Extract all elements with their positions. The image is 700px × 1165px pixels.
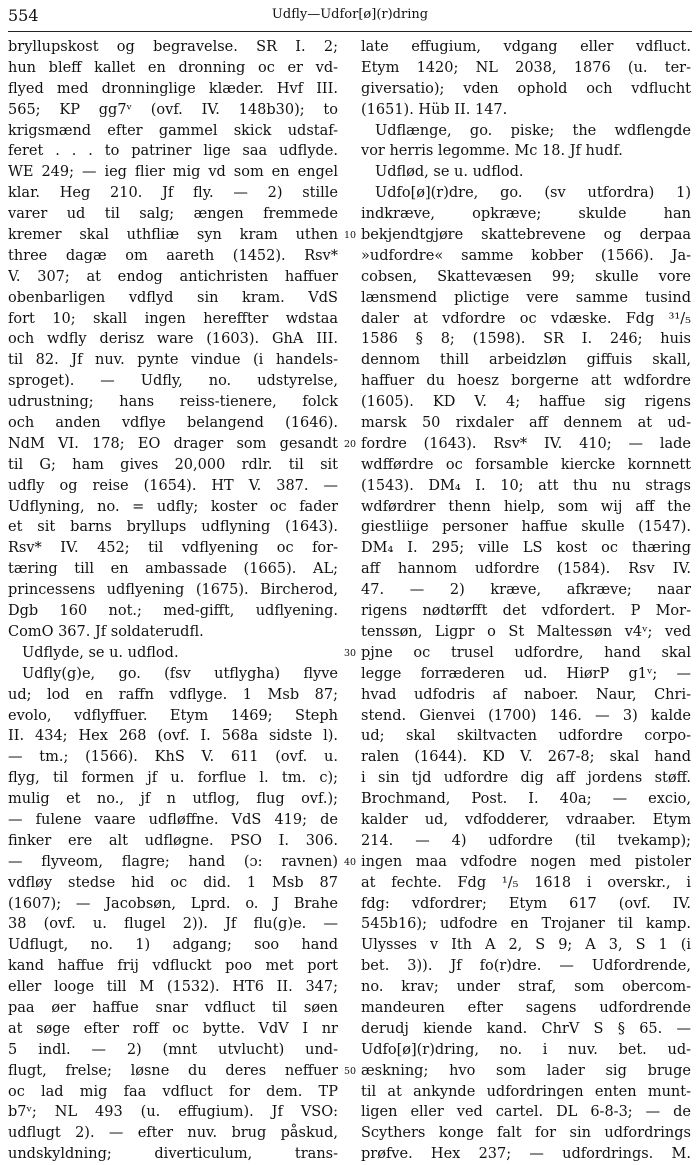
- left-column-line: fort 10; skall ingen hereffter wdstaa: [8, 310, 338, 327]
- right-column-line: dennom thill arbeidzløn giffuis skall,: [361, 352, 691, 369]
- running-title: Udfly—Udfor[ø](r)dring: [271, 7, 429, 22]
- left-column-line: feret . . . to patriner lige saa udflyde.: [8, 143, 338, 160]
- right-column-line: 1586 § 8; (1598). SR I. 246; huis: [361, 331, 691, 348]
- right-column-line: Brochmand, Post. I. 40a; — excio,: [361, 791, 691, 808]
- left-column-line: three dagæ om aareth (1452). Rsv*: [8, 247, 338, 264]
- left-column-line: kremer skal uthfliæ syn kram uthen: [8, 227, 338, 244]
- line-number: 10: [343, 230, 357, 242]
- right-column-line: Udfo[ø](r)dring, no. i nuv. bet. ud-: [361, 1041, 691, 1058]
- left-column-line: finker ere alt udfløgne. PSO I. 306.: [8, 832, 338, 849]
- right-column-line: prøfve. Hex 237; — udfordrings. M.: [361, 1146, 691, 1163]
- left-column-line: ComO 367. Jf soldaterudfl.: [8, 623, 204, 640]
- left-column-line: undskyldning; diverticulum, trans-: [8, 1146, 338, 1163]
- right-column-line: wdførdrer thenn hielp, som wij aff the: [361, 498, 691, 515]
- left-column: [8, 37, 338, 1165]
- right-column-line: wdfførdre oc forsamble kiercke kornnett: [361, 456, 691, 473]
- right-column-line: ingen maa vdfodre nogen med pistoler: [361, 853, 691, 870]
- right-column: [361, 37, 691, 1165]
- left-column-line: — flyveom, flagre; hand (ɔ: ravnen): [8, 853, 338, 870]
- left-column-line: flyed med dronninglige klæder. Hvf III.: [8, 80, 338, 97]
- left-column-line: Udflyde, se u. udflod.: [22, 644, 179, 661]
- right-column-line: mandeuren efter sagens udfordrende: [361, 999, 691, 1016]
- left-column-line: och wdfly derisz ware (1603). GhA III.: [8, 331, 338, 348]
- left-column-line: til G; ham gives 20,000 rdlr. til sit: [8, 456, 338, 473]
- right-column-line: ud; skal skiltvacten udfordre corpo-: [361, 728, 691, 745]
- right-column-line: 47. — 2) kræve, afkræve; naar: [361, 582, 691, 599]
- right-column-line: Ulysses v Ith A 2, S 9; A 3, S 1 (i: [361, 937, 691, 954]
- left-column-line: oc lad mig faa vdfluct for dem. TP: [8, 1083, 338, 1100]
- left-column-line: — fulene vaare udfløffne. VdS 419; de: [8, 811, 338, 828]
- left-column-line: eller looge till M (1532). HT6 II. 347;: [8, 979, 338, 996]
- left-column-line: ud; lod en raffn vdflyge. 1 Msb 87;: [8, 686, 338, 703]
- right-column-line: daler at vdfordre oc vdæske. Fdg ³¹/₅: [361, 310, 691, 327]
- right-column-line: i sin tjd udfordre dig aff jordens støff.: [361, 770, 691, 787]
- left-column-line: II. 434; Hex 268 (ovf. I. 568a sidste l).: [8, 728, 338, 745]
- left-column-line: — tm.; (1566). KhS V. 611 (ovf. u.: [8, 749, 338, 766]
- right-column-line: »udfordre« samme kobber (1566). Ja-: [361, 247, 691, 264]
- right-column-line: stend. Gienvei (1700) 146. — 3) kalde: [361, 707, 691, 724]
- right-column-line: no. krav; under straf, som obercom-: [361, 979, 691, 996]
- left-column-line: Dgb 160 not.; med-gifft, udflyening.: [8, 603, 338, 620]
- left-column-line: och anden vdflye belangend (1646).: [8, 415, 338, 432]
- left-column-line: udflugt 2). — efter nuv. brug påskud,: [8, 1125, 338, 1142]
- right-column-line: Udfo[ø](r)dre, go. (sv utfordra) 1): [375, 185, 691, 202]
- left-column-line: flugt, frelse; løsne du deres neffuer: [8, 1062, 338, 1079]
- right-column-line: fordre (1643). Rsv* IV. 410; — lade: [361, 435, 691, 452]
- right-column-line: DM₄ I. 295; ville LS kost oc thæring: [361, 540, 691, 557]
- left-column-line: hun bleff kallet en dronning oc er vd-: [8, 59, 338, 76]
- right-column-line: Scythers konge falt for sin udfordrings: [361, 1125, 691, 1142]
- left-column-line: Rsv* IV. 452; til vdflyening oc for-: [8, 540, 338, 557]
- right-column-line: at fechte. Fdg ¹/₅ 1618 i overskr., i: [361, 874, 691, 891]
- right-column-line: haffuer du hoesz borgerne att wdfordre: [361, 373, 691, 390]
- right-column-line: Udflænge, go. piske; the wdflengde: [375, 122, 691, 139]
- right-column-line: 545b16); udfodre en Trojaner til kamp.: [361, 916, 691, 933]
- left-column-line: vdfløy stedse hid oc did. 1 Msb 87: [8, 874, 338, 891]
- right-column-line: late effugium, vdgang eller vdfluct.: [361, 39, 691, 55]
- right-column-line: lænsmend plictige vere samme tusind: [361, 289, 691, 306]
- left-column-line: bryllupskost og begravelse. SR I. 2;: [8, 39, 338, 55]
- page-number: 554: [8, 6, 39, 25]
- right-column-line: (1651). Hüb II. 147.: [361, 101, 508, 118]
- right-column-line: 214. — 4) udfordre (til tvekamp);: [361, 832, 691, 849]
- left-column-line: krigsmænd efter gammel skick udstaf-: [8, 122, 338, 139]
- left-column-line: klar. Heg 210. Jf fly. — 2) stille: [8, 185, 338, 202]
- right-column-line: indkræve, opkræve; skulde han: [361, 206, 691, 223]
- left-column-line: V. 307; at endog antichristen haffuer: [8, 268, 338, 285]
- left-column-line: udrustning; hans reiss-tienere, folck: [8, 394, 338, 411]
- right-column-line: derudj kiende kand. ChrV S § 65. —: [361, 1020, 691, 1037]
- left-column-line: WE 249; — ieg flier mig vd som en engel: [8, 164, 338, 181]
- right-column-line: vor herris legomme. Mc 18. Jf hudf.: [361, 143, 623, 160]
- right-column-line: tenssøn, Ligpr o St Maltessøn v4ᵛ; ved: [361, 623, 691, 640]
- left-column-line: tæring till en ambassade (1665). AL;: [8, 561, 338, 578]
- right-column-line: æskning; hvo som lader sig bruge: [361, 1062, 691, 1079]
- right-column-line: kalder ud, vdfodderer, vdraaber. Etym: [361, 811, 691, 828]
- left-column-line: (1607); — Jacobsøn, Lprd. o. J Brahe: [8, 895, 338, 912]
- right-column-line: Udflød, se u. udflod.: [375, 164, 524, 181]
- left-column-line: varer ud til salg; ængen fremmede: [8, 206, 338, 223]
- left-column-line: 565; KP gg7ᵛ (ovf. IV. 148b30); to: [8, 101, 338, 118]
- line-number: 20: [343, 439, 357, 451]
- left-column-line: et sit barns bryllups udflyning (1643).: [8, 519, 338, 536]
- left-column-line: 38 (ovf. u. flugel 2)). Jf flu(g)e. —: [8, 916, 338, 933]
- right-column-line: fdg: vdfordrer; Etym 617 (ovf. IV.: [361, 895, 691, 912]
- line-number: 30: [343, 648, 357, 660]
- left-column-line: flyg, til formen jf u. forflue l. tm. c);: [8, 770, 338, 787]
- right-column-line: bekjendtgjøre skattebrevene og derpaa: [361, 227, 691, 244]
- left-column-line: NdM VI. 178; EO drager som gesandt: [8, 435, 338, 452]
- left-column-line: til 82. Jf nuv. pynte vindue (i handels-: [8, 352, 338, 369]
- left-column-line: princessens udflyening (1675). Bircherod,: [8, 582, 338, 599]
- right-column-line: bet. 3)). Jf fo(r)dre. — Udfordrende,: [361, 958, 691, 975]
- right-column-line: pjne oc trusel udfordre, hand skal: [361, 644, 691, 661]
- left-column-line: b7ᵛ; NL 493 (u. effugium). Jf VSO:: [8, 1104, 338, 1121]
- right-column-line: marsk 50 rixdaler aff dennem at ud-: [361, 415, 691, 432]
- right-column-line: rigens nødtørfft det vdfordert. P Mor-: [361, 603, 691, 620]
- right-column-line: (1605). KD V. 4; haffue sig rigens: [361, 394, 691, 411]
- right-column-line: Etym 1420; NL 2038, 1876 (u. ter-: [361, 59, 691, 76]
- page-header: [8, 4, 692, 30]
- right-column-line: cobsen, Skattevæsen 99; skulle vore: [361, 268, 691, 285]
- left-column-line: paa øer haffue snar vdfluct til søen: [8, 999, 338, 1016]
- right-column-line: (1543). DM₄ I. 10; att thu nu strags: [361, 477, 691, 494]
- right-column-line: giversatio); vden ophold och vdflucht: [361, 80, 691, 97]
- right-column-line: ligen eller ved cartel. DL 6-8-3; — de: [361, 1104, 691, 1121]
- left-column-line: Udflugt, no. 1) adgang; soo hand: [8, 937, 338, 954]
- right-column-line: legge forræderen ud. HiørP g1ᵛ; —: [361, 665, 691, 682]
- right-column-line: giestliige personer haffue skulle (1547).: [361, 519, 691, 536]
- left-column-line: Udflyning, no. = udfly; koster oc fader: [8, 498, 338, 515]
- right-column-line: aff hannom udfordre (1584). Rsv IV.: [361, 561, 691, 578]
- left-column-line: 5 indl. — 2) (mnt utvlucht) und-: [8, 1041, 338, 1058]
- left-column-line: at søge efter roff oc bytte. VdV I nr: [8, 1020, 338, 1037]
- right-column-line: til at ankynde udfordringen enten munt-: [361, 1083, 691, 1100]
- line-number: 50: [343, 1066, 357, 1078]
- right-column-line: hvad udfodris af naboer. Naur, Chri-: [361, 686, 691, 703]
- left-column-line: kand haffue frij vdfluckt poo met port: [8, 958, 338, 975]
- line-number: 40: [343, 857, 357, 869]
- header-rule: [8, 31, 692, 32]
- left-column-line: Udfly(g)e, go. (fsv utflygha) flyve: [22, 665, 338, 682]
- right-column-line: ralen (1644). KD V. 267-8; skal hand: [361, 749, 691, 766]
- left-column-line: mulig et no., jf n utflog, flug ovf.);: [8, 791, 338, 808]
- left-column-line: sproget). — Udfly, no. udstyrelse,: [8, 373, 338, 390]
- left-column-line: evolo, vdflyffuer. Etym 1469; Steph: [8, 707, 338, 724]
- left-column-line: obenbarligen vdflyd sin kram. VdS: [8, 289, 338, 306]
- left-column-line: udfly og reise (1654). HT V. 387. —: [8, 477, 338, 494]
